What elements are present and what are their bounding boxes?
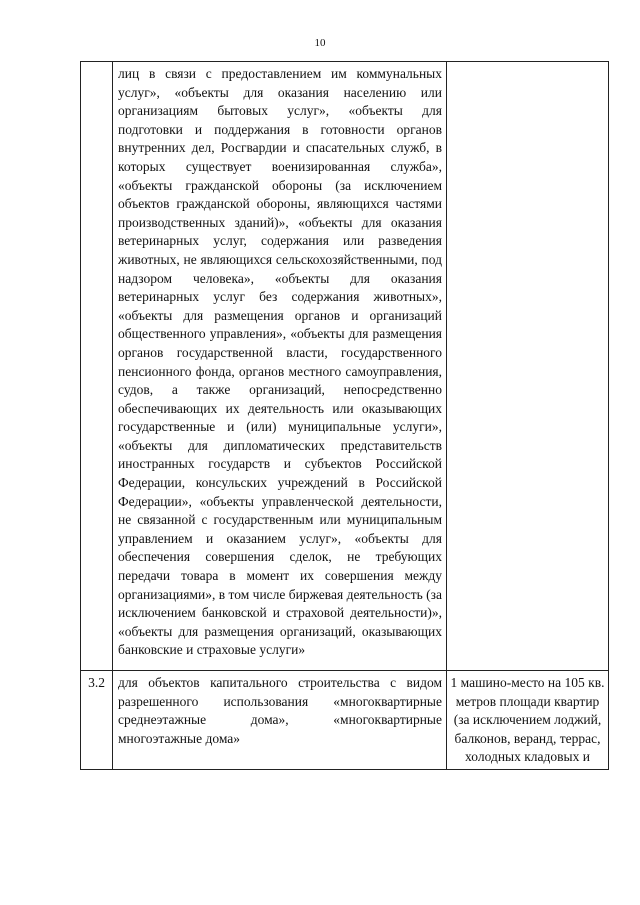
row-number-cell: 3.2 [81,671,113,770]
description-cell: лиц в связи с предоставлением им коммунальных услуг», «объекты для оказания населению или организациям бытовых услуг», «объекты для подготовки и поддержания в готовности органов внутренних дел, Росгвардии и спасательных служб, в которых существует военизированная служба», «объекты гражданской обороны (за исключением объектов гражданской обороны, являющихся частями производственных зданий)», «объекты для оказания ветеринарных услуг, содержания или разведения животных, не являющихся сельскохозяйственными, под надзором человека», «объекты для оказания ветеринарных услуг без содержания животных», «объекты для размещения органов и организаций общественного управления», «объекты для размещения органов государственной власти, государственного пенсионного фонда, органов местного самоуправления, судов, а также организаций, непосредственно обеспечивающих их деятельность или оказывающих государственные и (или) муниципальные услуги», «объекты для дипломатических представительств иностранных государств и субъектов Российской Федерации, консульских учреждений в Российской Федерации», «объекты управленческой деятельности, не связанной с государственным или муниципальным управлением и оказанием услуг», «объекты для обеспечения совершения сделок, не требующих передачи товара в момент их совершения между организациями», в том числе биржевая деятельность (за исключением банковской и страховой деятельности)», «объекты для размещения организаций, оказывающих банковские и страховые услуги» [113,62,447,671]
description-cell: для объектов капитального строительства с видом разрешенного использования «многоквартирные среднеэтажные дома», «многоквартирные многоэтажные дома» [113,671,447,770]
regulations-table [80,61,609,770]
table-row [81,62,609,671]
table-row [81,671,609,770]
norm-cell: 1 машино-место на 105 кв. метров площади квартир (за исключением лоджий, балконов, веранд, террас, холодных кладовых и [447,671,609,770]
norm-cell [447,62,609,671]
row-number-cell [81,62,113,671]
page-number: 10 [314,37,326,49]
